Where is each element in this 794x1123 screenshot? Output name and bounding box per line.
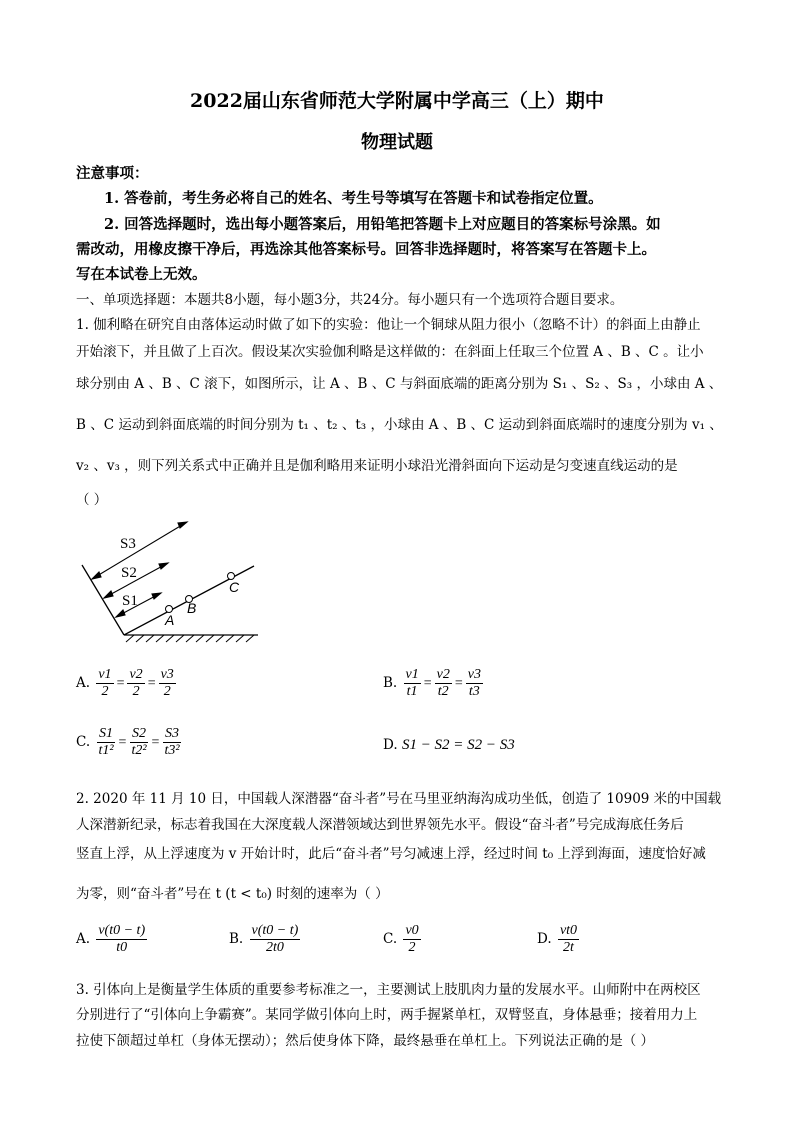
ground-hatching [126, 635, 254, 642]
option-label: C. [76, 734, 91, 750]
label-s2: S2 [121, 565, 137, 581]
s3-arrowhead-start [92, 572, 101, 579]
s1-arrowhead-end [152, 593, 161, 599]
q2-option-b[interactable]: B. $\frac{v(t0 - t)}{2t0}$ [229, 923, 299, 955]
label-b: B [187, 600, 197, 616]
q1-line-3: 球分别由 A 、B 、C 滚下，如图所示，让 A 、B 、C 与斜面底端的距离分别为 S₁ 、S₂ 、S₃ ，小球由 A 、 [76, 376, 723, 392]
q2-line-4: 为零，则“奋斗者”号在 t (t < t₀) 时刻的速率为（ ） [76, 886, 389, 902]
notice-item-2-line-2: 需改动，用橡皮擦干净后，再选涂其他答案标号。回答非选择题时，将答案写在答题卡上。 [76, 241, 656, 258]
q3-line-2: 分别进行了“引体向上争霸赛”。某同学做引体向上时，两手握紧单杠，双臂竖直，身体悬垂；接着用力上 [76, 1007, 698, 1023]
s2-arrowhead-start [104, 591, 113, 598]
notice-item-1: 1. 答卷前，考生务必将自己的姓名、考生号等填写在答题卡和试卷指定位置。 [104, 190, 603, 207]
q1-line-2: 开始滚下，并且做了上百次。假设某次实验伽利略是这样做的：在斜面上任取三个位置 A 、B 、C 。让小 [76, 344, 704, 360]
page-title: 2022届山东省师范大学附属中学高三（上）期中 [190, 90, 604, 112]
q1-answer-blank: （ ） [76, 492, 108, 508]
option-label: C. [383, 931, 398, 947]
option-label: D. [383, 737, 398, 753]
label-a: A [165, 612, 175, 628]
incline-vertical-edge [82, 565, 124, 635]
q1-option-b[interactable]: B. $\frac{v1}{t1}$ = $\frac{v2}{t2}$ = $\frac{v3}{t3}$ [383, 667, 481, 699]
s3-arrow-line [92, 522, 187, 579]
q1-line-5: v₂ 、v₃ ，则下列关系式中正确并且是伽利略用来证明小球沿光滑斜面向下运动是匀变速直线运动的是 [76, 458, 678, 474]
q2-option-c[interactable]: C. $\frac{v0}{2}$ [383, 923, 419, 955]
q3-line-3: 拉使下颌超过单杠（身体无摆动）；然后使身体下降，最终悬垂在单杠上。下列说法正确的是（ ） [76, 1033, 655, 1049]
section-heading: 一、单项选择题：本题共8小题，每小题3分，共24分。每小题只有一个选项符合题目要求。 [76, 292, 624, 308]
s3-arrowhead-end [178, 522, 187, 528]
q1-line-1: 1. 伽利略在研究自由落体运动时做了如下的实验：他让一个铜球从阻力很小（忽略不计）的斜面上由静止 [76, 317, 701, 333]
label-s1: S1 [122, 593, 138, 609]
q2-line-3: 竖直上浮，从上浮速度为 v 开始计时，此后“奋斗者”号匀减速上浮，经过时间 t₀ 上浮到海面，速度恰好减 [76, 846, 706, 862]
label-s3: S3 [120, 536, 136, 552]
option-label: B. [383, 675, 398, 691]
s1-arrowhead-start [116, 610, 125, 617]
q1-line-4: B 、C 运动到斜面底端的时间分别为 t₁ 、t₂ 、t₃ ，小球由 A 、B 、C 运动到斜面底端时的速度分别为 v₁ 、 [76, 417, 723, 433]
notice-heading: 注意事项： [76, 165, 149, 182]
option-label: B. [229, 931, 244, 947]
q3-line-1: 3. 引体向上是衡量学生体质的重要参考标准之一，主要测试上肢肌肉力量的发展水平。山师附中在两校区 [76, 982, 701, 998]
q2-option-a[interactable]: A. $\frac{v(t0 - t)}{t0}$ [76, 923, 146, 955]
s2-arrowhead-end [159, 563, 168, 569]
option-label: A. [76, 931, 91, 947]
q1-option-c[interactable]: C. $\frac{S1}{\text{t1²}}$ = $\frac{S2}{\text{t2²}}$ = $\frac{S3}{\text{t3²}}$ [76, 726, 180, 758]
option-d-expression: S1 − S2 = S2 − S3 [401, 737, 515, 753]
option-label: D. [537, 931, 552, 947]
q2-line-1: 2. 2020 年 11 月 10 日，中国载人深潜器“奋斗者”号在马里亚纳海沟成功坐低，创造了 10909 米的中国载 [76, 791, 722, 807]
label-c: C [229, 579, 240, 595]
notice-item-2-line-1: 2. 回答选择题时，选出每小题答案后，用铅笔把答题卡上对应题目的答案标号涂黑。如 [104, 216, 661, 233]
page-subtitle: 物理试题 [361, 132, 433, 153]
option-label: A. [76, 675, 91, 691]
q2-option-d[interactable]: D. $\frac{vt0}{2t}$ [537, 923, 578, 955]
incline-figure [76, 508, 266, 643]
q2-line-2: 人深潜新纪录，标志着我国在大深度载人深潜领域达到世界领先水平。假设“奋斗者”号完成海底任务后 [76, 817, 684, 833]
q1-option-a[interactable]: A. $\frac{v1}{2}$ = $\frac{v2}{2}$ = $\frac{v3}{2}$ [76, 667, 174, 699]
q1-option-d[interactable] [383, 737, 515, 754]
notice-item-2-line-3: 写在本试卷上无效。 [76, 266, 207, 283]
